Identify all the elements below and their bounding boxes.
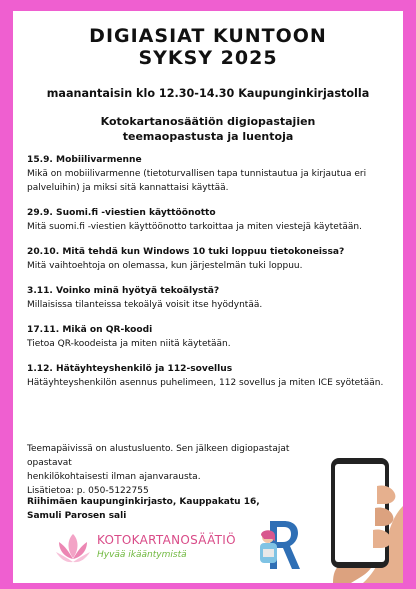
kotokartano-logo <box>53 530 243 572</box>
library-r-logo-icon <box>256 515 300 573</box>
event-list <box>27 154 399 402</box>
event-description: palveluihin) ja miksi sitä kannattaisi käyttää. <box>27 183 229 193</box>
title-line-2: SYKSY 2025 <box>138 47 278 69</box>
poster <box>13 11 403 583</box>
lotus-icon <box>53 530 93 568</box>
address-line: Riihimäen kaupunginkirjasto, Kauppakatu 16, <box>27 497 260 507</box>
title-line-1: DIGIASIAT KUNTOON <box>89 25 327 47</box>
event-heading: 15.9. Mobiilivarmenne <box>27 155 142 165</box>
poster-subtitle <box>13 114 403 144</box>
smartphone-icon <box>311 456 403 583</box>
event-description: Mitä vaihtoehtoja on olemassa, kun järjestelmän tuki loppuu. <box>27 261 303 271</box>
event-item <box>27 207 399 234</box>
event-item <box>27 324 399 351</box>
event-heading: 17.11. Mikä on QR-koodi <box>27 325 153 335</box>
foundation-slogan: Hyvää ikääntymistä <box>97 550 187 560</box>
event-description: Mikä on mobiilivarmenne (tietoturvallisen tapa tunnistautua ja kirjautua eri <box>27 169 367 179</box>
contact-phone: Lisätietoa: p. 050-5122755 <box>27 486 149 496</box>
event-description: Hätäyhteyshenkilön asennus puhelimeen, 112 sovellus ja miten ICE syötetään. <box>27 378 384 388</box>
subtitle-line-1: Kotokartanosäätiön digiopastajien <box>100 115 316 128</box>
foundation-name: KOTOKARTANOSÄÄTIÖ <box>97 533 236 547</box>
event-description: Tietoa QR-koodeista ja miten niitä käytetään. <box>27 339 231 349</box>
event-item <box>27 154 399 195</box>
event-description: Mitä suomi.fi -viestien käyttöönotto tarkoittaa ja miten viestejä käytetään. <box>27 222 362 232</box>
info-line: Teemapäivissä on alustusluento. Sen jälkeen digiopastajat opastavat <box>27 444 290 468</box>
library-logo <box>256 515 300 573</box>
event-heading: 29.9. Suomi.fi -viestien käyttöönotto <box>27 208 216 218</box>
info-note <box>27 442 327 498</box>
event-item <box>27 285 399 312</box>
schedule-text: maanantaisin klo 12.30-14.30 Kaupunginkirjastolla <box>46 87 370 100</box>
phone-in-hand-image <box>311 456 403 583</box>
poster-title <box>13 25 403 69</box>
address-line: Samuli Parosen sali <box>27 511 127 521</box>
event-item <box>27 363 399 390</box>
event-heading: 20.10. Mitä tehdä kun Windows 10 tuki loppuu tietokoneissa? <box>27 247 345 257</box>
event-heading: 3.11. Voinko minä hyötyä tekoälystä? <box>27 286 220 296</box>
info-line: henkilökohtaisesti ilman ajanvarausta. <box>27 472 201 482</box>
event-heading: 1.12. Hätäyhteyshenkilö ja 112-sovellus <box>27 364 233 374</box>
event-description: Millaisissa tilanteissa tekoälyä voisit itse hyödyntää. <box>27 300 263 310</box>
event-item <box>27 246 399 273</box>
subtitle-line-2: teemaopastusta ja luentoja <box>122 130 294 143</box>
